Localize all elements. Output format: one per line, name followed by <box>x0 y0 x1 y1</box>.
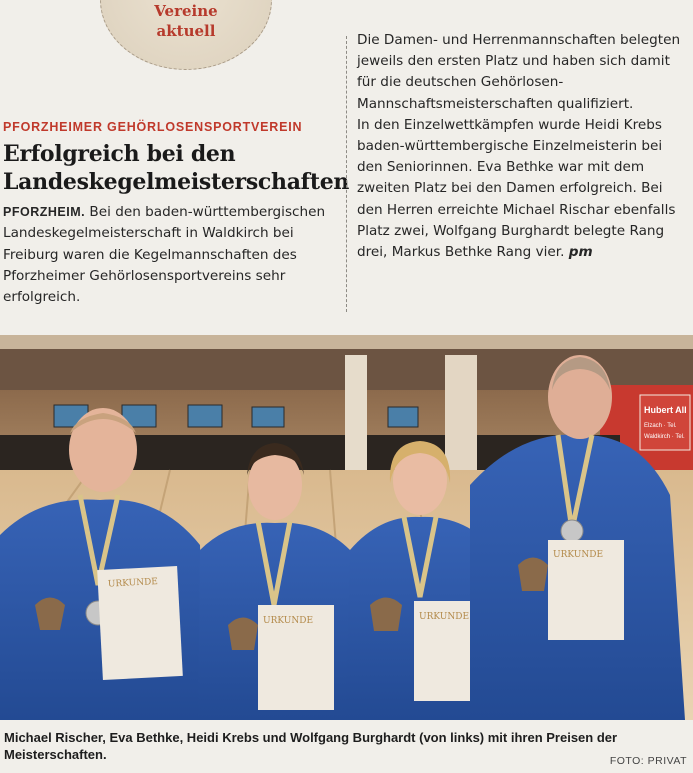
column-divider <box>346 36 347 312</box>
article-signature: pm <box>568 244 593 261</box>
certificate-1-label: URKUNDE <box>107 577 159 590</box>
section-badge <box>100 0 272 70</box>
sign-line-2: Elzach · Tel. <box>644 423 677 429</box>
article-lead <box>3 202 338 308</box>
article-right-column <box>357 30 689 263</box>
section-label-line2: aktuell <box>156 22 216 40</box>
team-photo <box>0 335 693 720</box>
certificate-3 <box>419 612 469 622</box>
photo-caption: Michael Rischer, Eva Bethke, Heidi Krebs und Wolfgang Burghardt (von links) mit ihren Preisen der Meisterschaften. <box>4 730 618 762</box>
team-photo-illustration <box>0 335 693 720</box>
certificate-4-label: URKUNDE <box>553 550 604 560</box>
sign-title: Hubert All <box>644 405 687 415</box>
article-headline: Erfolgreich bei den Landeskegelmeisterschaften <box>3 141 350 195</box>
article-dateline: PFORZHEIM. <box>3 205 86 219</box>
article-body-paragraph-1: Die Damen- und Herrenmannschaften belegten jeweils den ersten Platz und haben sich damit für die deutschen Gehörlosen-Mannschaftsmeisterschaften qualifiziert. <box>357 32 681 112</box>
ceiling-light-strip <box>0 335 693 349</box>
section-label-line1: Vereine <box>154 2 218 20</box>
certificate-3-label: URKUNDE <box>419 612 470 622</box>
certificate-2-label: URKUNDE <box>263 616 314 626</box>
article-lead-text: Bei den baden-württembergischen Landeskegelmeisterschaft in Waldkirch bei Freiburg waren die Kegelmannschaften des Pforzheimer Gehörlosensportvereins sehr erfolgreich. <box>3 204 326 306</box>
sign-line-3: Waldkirch · Tel. <box>644 434 685 440</box>
photo-credit: FOTO: PRIVAT <box>609 755 687 767</box>
certificate-2 <box>263 616 313 626</box>
certificate-4 <box>553 550 603 560</box>
article-body-paragraph-2-text: In den Einzelwettkämpfen wurde Heidi Krebs baden-württembergische Einzelmeisterin bei den Seniorinnen. Eva Bethke war mit dem zweiten Platz bei den Damen erfolgreich. Bei den Herren erreichte Michael Rischar ebenfalls Platz zwei, Wolfgang Burghardt belegte Rang drei, Markus Bethke Rang vier. <box>357 116 676 261</box>
article-left-column <box>3 118 350 308</box>
article-body-paragraph-2 <box>357 115 689 263</box>
article-kicker: PFORZHEIMER GEHÖRLOSENSPORTVEREIN <box>3 120 303 134</box>
